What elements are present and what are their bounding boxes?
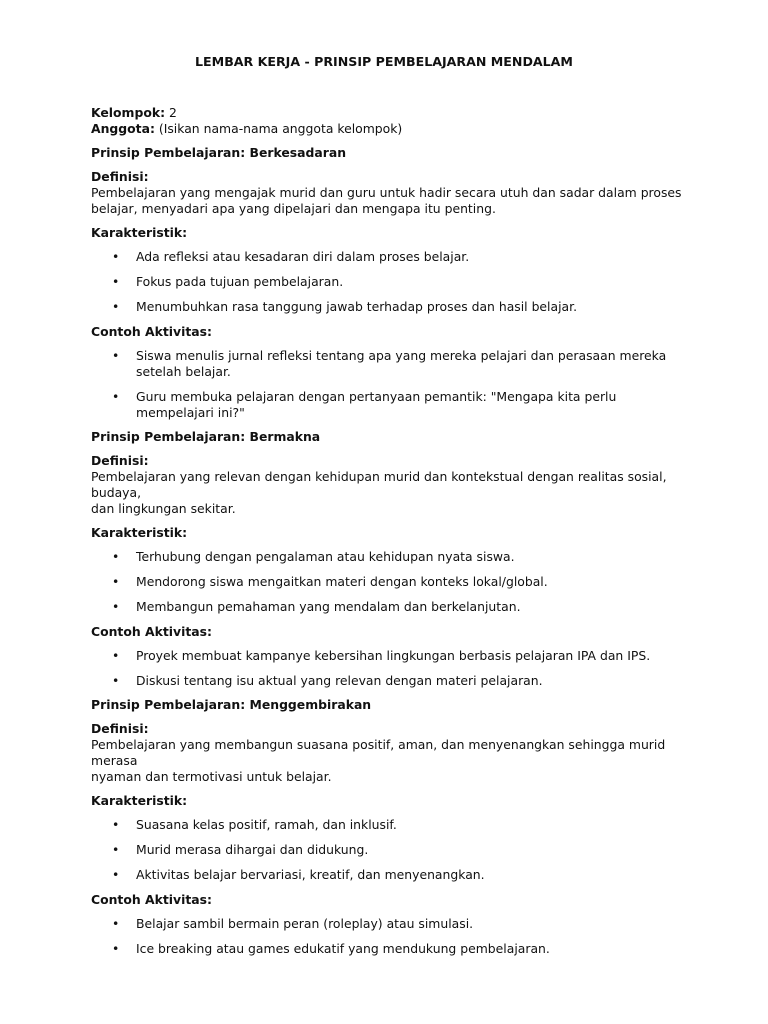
kelompok-value: 2	[169, 105, 177, 120]
bullet-icon: •	[112, 274, 120, 289]
list-item	[91, 648, 691, 664]
principle-section	[91, 145, 691, 421]
definisi-text: belajar, menyadari apa yang dipelajari dan mengapa itu penting.	[91, 201, 496, 216]
contoh-aktivitas-list	[91, 348, 691, 421]
bullet-icon: •	[112, 941, 120, 956]
list-item	[91, 249, 691, 265]
list-item-text: Belajar sambil bermain peran (roleplay) atau simulasi.	[136, 916, 474, 931]
section-heading: Prinsip Pembelajaran: Berkesadaran	[91, 145, 347, 160]
bullet-icon: •	[112, 574, 120, 589]
bullet-icon: •	[112, 249, 120, 264]
list-item	[91, 389, 691, 421]
principle-sections	[91, 145, 691, 957]
list-item	[91, 274, 691, 290]
definisi-text: Pembelajaran yang mengajak murid dan guru untuk hadir secara utuh dan sadar dalam proses	[91, 185, 682, 200]
bullet-icon: •	[112, 299, 120, 314]
karakteristik-list	[91, 549, 691, 615]
anggota-label: Anggota:	[91, 121, 155, 136]
contoh-aktivitas-list	[91, 916, 691, 957]
list-item	[91, 549, 691, 565]
list-item-text: Proyek membuat kampanye kebersihan lingkungan berbasis pelajaran IPA dan IPS.	[136, 648, 651, 663]
karakteristik-label: Karakteristik:	[91, 525, 188, 540]
definisi-label: Definisi:	[91, 721, 149, 736]
list-item	[91, 867, 691, 883]
kelompok-label: Kelompok:	[91, 105, 166, 120]
document-title: LEMBAR KERJA - PRINSIP PEMBELAJARAN MENDALAM	[195, 54, 573, 69]
karakteristik-list	[91, 817, 691, 883]
bullet-icon: •	[112, 817, 120, 832]
list-item-text: Membangun pemahaman yang mendalam dan berkelanjutan.	[136, 599, 521, 614]
list-item-text: setelah belajar.	[136, 364, 231, 379]
karakteristik-label: Karakteristik:	[91, 793, 188, 808]
list-item	[91, 348, 691, 380]
list-item-text: Diskusi tentang isu aktual yang relevan dengan materi pelajaran.	[136, 673, 543, 688]
list-item	[91, 673, 691, 689]
definisi-label: Definisi:	[91, 453, 149, 468]
list-item-text: Guru membuka pelajaran dengan pertanyaan pemantik: "Mengapa kita perlu mempelajari ini?"	[136, 389, 617, 420]
list-item-text: Suasana kelas positif, ramah, dan inklusif.	[136, 817, 397, 832]
kelompok-line	[91, 105, 691, 121]
contoh-aktivitas-label: Contoh Aktivitas:	[91, 892, 212, 907]
definisi-label: Definisi:	[91, 169, 149, 184]
contoh-aktivitas-label: Contoh Aktivitas:	[91, 324, 212, 339]
definisi-text: Pembelajaran yang relevan dengan kehidupan murid dan kontekstual dengan realitas sosial, budaya,	[91, 469, 667, 500]
list-item-text: Menumbuhkan rasa tanggung jawab terhadap proses dan hasil belajar.	[136, 299, 578, 314]
definisi-text: dan lingkungan sekitar.	[91, 501, 236, 516]
list-item-text: Murid merasa dihargai dan didukung.	[136, 842, 369, 857]
anggota-line	[91, 121, 691, 137]
section-heading: Prinsip Pembelajaran: Menggembirakan	[91, 697, 372, 712]
list-item	[91, 941, 691, 957]
list-item-text: Mendorong siswa mengaitkan materi dengan konteks lokal/global.	[136, 574, 548, 589]
section-heading: Prinsip Pembelajaran: Bermakna	[91, 429, 321, 444]
anggota-value: (Isikan nama-nama anggota kelompok)	[158, 121, 403, 136]
list-item	[91, 574, 691, 590]
contoh-aktivitas-label: Contoh Aktivitas:	[91, 624, 212, 639]
list-item-text: Fokus pada tujuan pembelajaran.	[136, 274, 344, 289]
principle-section	[91, 429, 691, 689]
list-item-text: Terhubung dengan pengalaman atau kehidupan nyata siswa.	[136, 549, 515, 564]
bullet-icon: •	[112, 648, 120, 663]
list-item	[91, 599, 691, 615]
bullet-icon: •	[112, 916, 120, 931]
list-item-text: Siswa menulis jurnal refleksi tentang apa yang mereka pelajari dan perasaan mereka	[136, 348, 667, 363]
bullet-icon: •	[112, 673, 120, 688]
contoh-aktivitas-list	[91, 648, 691, 689]
definisi-text: Pembelajaran yang membangun suasana positif, aman, dan menyenangkan sehingga murid merasa	[91, 737, 666, 768]
principle-section	[91, 697, 691, 957]
bullet-icon: •	[112, 867, 120, 882]
list-item-text: Ice breaking atau games edukatif yang mendukung pembelajaran.	[136, 941, 550, 956]
document-body	[91, 105, 691, 957]
bullet-icon: •	[112, 389, 120, 404]
bullet-icon: •	[112, 348, 120, 363]
karakteristik-label: Karakteristik:	[91, 225, 188, 240]
list-item	[91, 916, 691, 932]
list-item	[91, 817, 691, 833]
bullet-icon: •	[112, 842, 120, 857]
definisi-text: nyaman dan termotivasi untuk belajar.	[91, 769, 332, 784]
bullet-icon: •	[112, 599, 120, 614]
bullet-icon: •	[112, 549, 120, 564]
karakteristik-list	[91, 249, 691, 315]
list-item	[91, 299, 691, 315]
list-item-text: Ada refleksi atau kesadaran diri dalam proses belajar.	[136, 249, 470, 264]
list-item	[91, 842, 691, 858]
list-item-text: Aktivitas belajar bervariasi, kreatif, dan menyenangkan.	[136, 867, 485, 882]
